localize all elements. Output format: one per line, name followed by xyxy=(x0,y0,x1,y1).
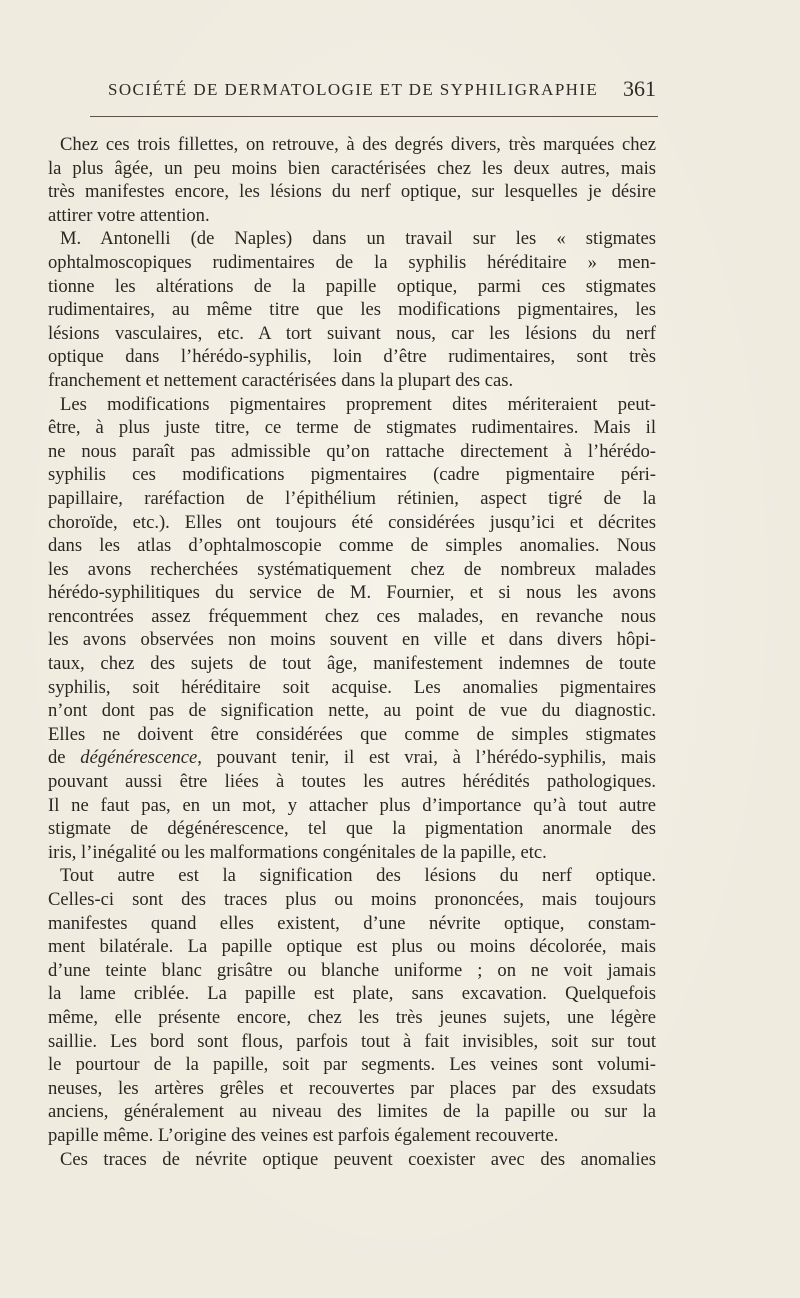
text-line: tionne les altérations de la papille optique, parmi ces stigmates xyxy=(48,275,656,297)
text-line: syphilis ces modifications pigmentaires (cadre pigmentaire péri- xyxy=(48,464,656,486)
text-line: attirer votre attention. xyxy=(48,204,210,226)
text-line: choroïde, etc.). Elles ont toujours été considérées jusqu’ici et décrites xyxy=(48,511,656,533)
text-line: ophtalmoscopiques rudimentaires de la syphilis héréditaire » men- xyxy=(48,251,656,273)
text-line: pouvant aussi être liées à toutes les autres hérédités pathologiques. xyxy=(48,771,656,793)
text-line: syphilis, soit héréditaire soit acquise. Les anomalies pigmentaires xyxy=(48,676,656,698)
text-line: M. Antonelli (de Naples) dans un travail sur les « stigmates xyxy=(60,228,656,250)
text-line: la lame criblée. La papille est plate, sans excavation. Quelquefois xyxy=(48,983,656,1005)
text-line: taux, chez des sujets de tout âge, manifestement indemnes de toute xyxy=(48,653,656,675)
running-title: SOCIÉTÉ DE DERMATOLOGIE ET DE SYPHILIGRAPHIE xyxy=(108,80,599,99)
text-line: papille même. L’origine des veines est parfois également recouverte. xyxy=(48,1124,559,1146)
header-rule xyxy=(90,116,658,117)
text-line: Les modifications pigmentaires proprement dites mériteraient peut- xyxy=(60,393,656,415)
text-line: lésions vasculaires, etc. A tort suivant nous, car les lésions du nerf xyxy=(48,322,656,344)
text-line: Chez ces trois fillettes, on retrouve, à des degrés divers, très marquées chez xyxy=(60,134,656,155)
text-line: optique dans l’hérédo-syphilis, loin d’être rudimentaires, sont très xyxy=(48,346,656,368)
text-line: Celles-ci sont des traces plus ou moins prononcées, mais toujours xyxy=(48,889,656,910)
text-line: n’ont dont pas de signification nette, au point de vue du diagnostic. xyxy=(48,700,656,722)
text-line: Ces traces de névrite optique peuvent coexister avec des anomalies xyxy=(60,1148,656,1170)
text-line: saillie. Les bord sont flous, parfois tout à fait invisibles, soit sur tout xyxy=(48,1030,656,1052)
text-line: même, elle présente encore, chez les très jeunes sujets, une légère xyxy=(48,1006,656,1028)
text-line: neuses, les artères grêles et recouvertes par places par des exsudats xyxy=(48,1077,656,1099)
text-line: les avons recherchées systématiquement chez de nombreux malades xyxy=(48,558,656,580)
body-text xyxy=(48,133,656,1171)
text-line: Il ne faut pas, en un mot, y attacher plus d’importance qu’à tout autre xyxy=(48,794,656,816)
text-line: hérédo-syphilitiques du service de M. Fournier, et si nous les avons xyxy=(48,582,656,604)
text-line: le pourtour de la papille, soit par segments. Les veines sont volumi- xyxy=(48,1054,656,1076)
text-line: Tout autre est la signification des lésions du nerf optique. xyxy=(60,865,656,887)
page-number: 361 xyxy=(623,76,656,101)
text-line: stigmate de dégénérescence, tel que la pigmentation anormale des xyxy=(48,818,656,840)
italic-term: dégénérescence xyxy=(80,747,198,769)
text-line: très manifestes encore, les lésions du nerf optique, sur lesquelles je désire xyxy=(48,181,656,203)
text-line: franchement et nettement caractérisées dans la plupart des cas. xyxy=(48,369,514,391)
text-line: manifestes quand elles existent, d’une névrite optique, constam- xyxy=(48,912,656,934)
text-line: dans les atlas d’ophtalmoscopie comme de simples anomalies. Nous xyxy=(48,535,656,557)
text-line: rudimentaires, au même titre que les modifications pigmentaires, les xyxy=(48,299,656,321)
text-line: anciens, généralement au niveau des limites de la papille ou sur la xyxy=(48,1101,656,1123)
text-line: iris, l’inégalité ou les malformations congénitales de la papille, etc. xyxy=(48,841,547,863)
text-line: d’une teinte blanc grisâtre ou blanche uniforme ; on ne voit jamais xyxy=(48,959,656,981)
text-line: de dégénérescence, pouvant tenir, il est vrai, à l’hérédo-syphilis, mais xyxy=(48,747,656,769)
text-line: ment bilatérale. La papille optique est plus ou moins décolorée, mais xyxy=(48,936,656,958)
text-line: Elles ne doivent être considérées que comme de simples stigmates xyxy=(48,723,656,745)
text-line: la plus âgée, un peu moins bien caractérisées chez les deux autres, mais xyxy=(48,157,656,179)
text-line: rencontrées assez fréquemment chez ces malades, en revanche nous xyxy=(48,605,656,627)
text-line: papillaire, raréfaction de l’épithélium rétinien, aspect tigré de la xyxy=(48,487,656,509)
text-line: les avons observées non moins souvent en ville et dans divers hôpi- xyxy=(48,629,656,651)
text-line: ne nous paraît pas admissible qu’on rattache directement à l’hérédo- xyxy=(48,440,656,462)
text-line: être, à plus juste titre, ce terme de stigmates rudimentaires. Mais il xyxy=(48,417,656,439)
running-head xyxy=(108,76,656,106)
